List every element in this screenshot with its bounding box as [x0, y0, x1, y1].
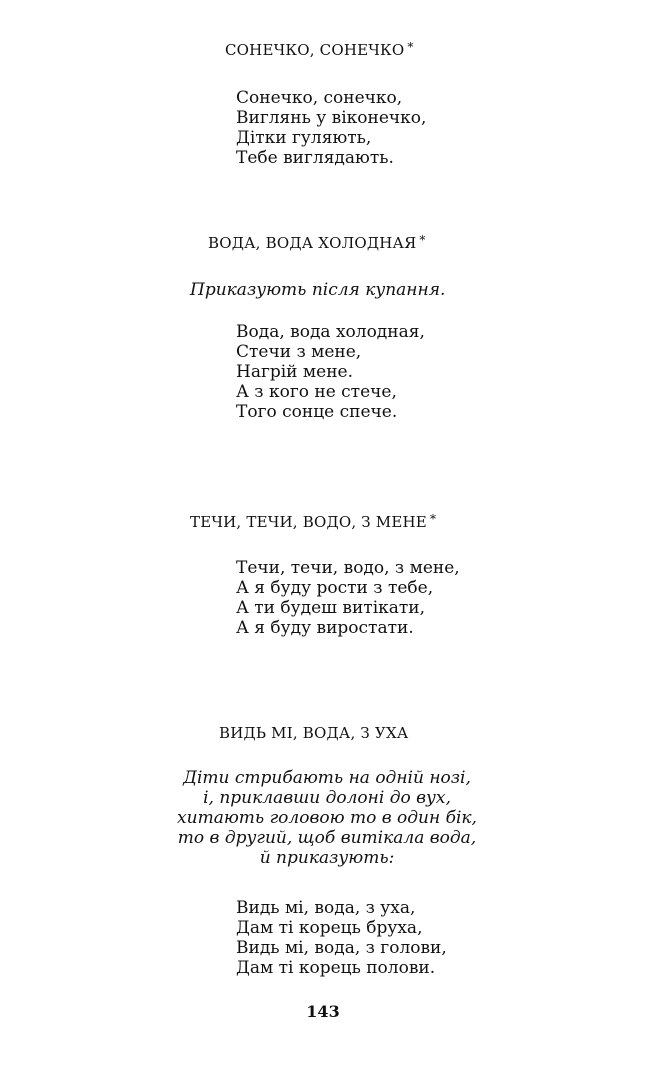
poem-title-text: СОНЕЧКО, СОНЕЧКО — [225, 41, 405, 59]
verse-line: Дітки гуляють, — [236, 128, 372, 148]
poem-stanza — [236, 898, 447, 978]
verse-line: А ти будеш витікати, — [236, 598, 426, 618]
verse-line: Стечи з мене, — [236, 342, 362, 362]
verse-line: Тебе виглядають. — [236, 148, 394, 168]
verse-line: Дам ті корець бруха, — [236, 918, 423, 938]
footnote-marker: * — [419, 233, 426, 247]
verse-line: Того сонце спече. — [236, 402, 398, 422]
verse-line: А з кого не стече, — [236, 382, 397, 402]
poem-title-text: ТЕЧИ, ТЕЧИ, ВОДО, З МЕНЕ — [190, 513, 427, 531]
footnote-marker: * — [407, 40, 414, 54]
poem-note — [168, 768, 486, 868]
verse-line: Вода, вода холодная, — [236, 322, 425, 342]
verse-line: Виглянь у віконечко, — [236, 108, 427, 128]
note-line: й приказують: — [259, 848, 395, 868]
note-line: Діти стрибають на одній нозі, — [183, 768, 471, 788]
verse-line: Видь мі, вода, з голови, — [236, 938, 447, 958]
poem-stanza — [236, 558, 460, 638]
poem-title-text: ВОДА, ВОДА ХОЛОДНАЯ — [208, 234, 417, 252]
poem-stanza — [236, 88, 426, 168]
verse-line: А я буду рости з тебе, — [236, 578, 434, 598]
verse-line: Видь мі, вода, з уха, — [236, 898, 416, 918]
verse-line: Нагрій мене. — [236, 362, 353, 382]
poem-title — [190, 512, 436, 531]
verse-line: Дам ті корець полови. — [236, 958, 436, 978]
verse-line: Сонечко, сонечко, — [236, 88, 403, 108]
poem-title — [225, 40, 414, 59]
poem-title — [208, 233, 426, 252]
poem-title-text: ВИДЬ МІ, ВОДА, З УХА — [219, 724, 409, 742]
footnote-marker: * — [429, 512, 437, 526]
page-number: 143 — [306, 1002, 340, 1021]
verse-line: Течи, течи, водо, з мене, — [236, 558, 460, 578]
note-line: і, приклавши долоні до вух, — [203, 788, 451, 808]
poem-stanza — [236, 322, 425, 422]
poem-note — [190, 280, 445, 300]
note-line: хитають головою то в один бік, — [177, 808, 477, 828]
verse-line: А я буду виростати. — [236, 618, 414, 638]
note-line: то в другий, щоб витікала вода, — [177, 828, 477, 848]
note-line: Приказують після купання. — [190, 280, 446, 300]
poem-title — [219, 724, 408, 742]
